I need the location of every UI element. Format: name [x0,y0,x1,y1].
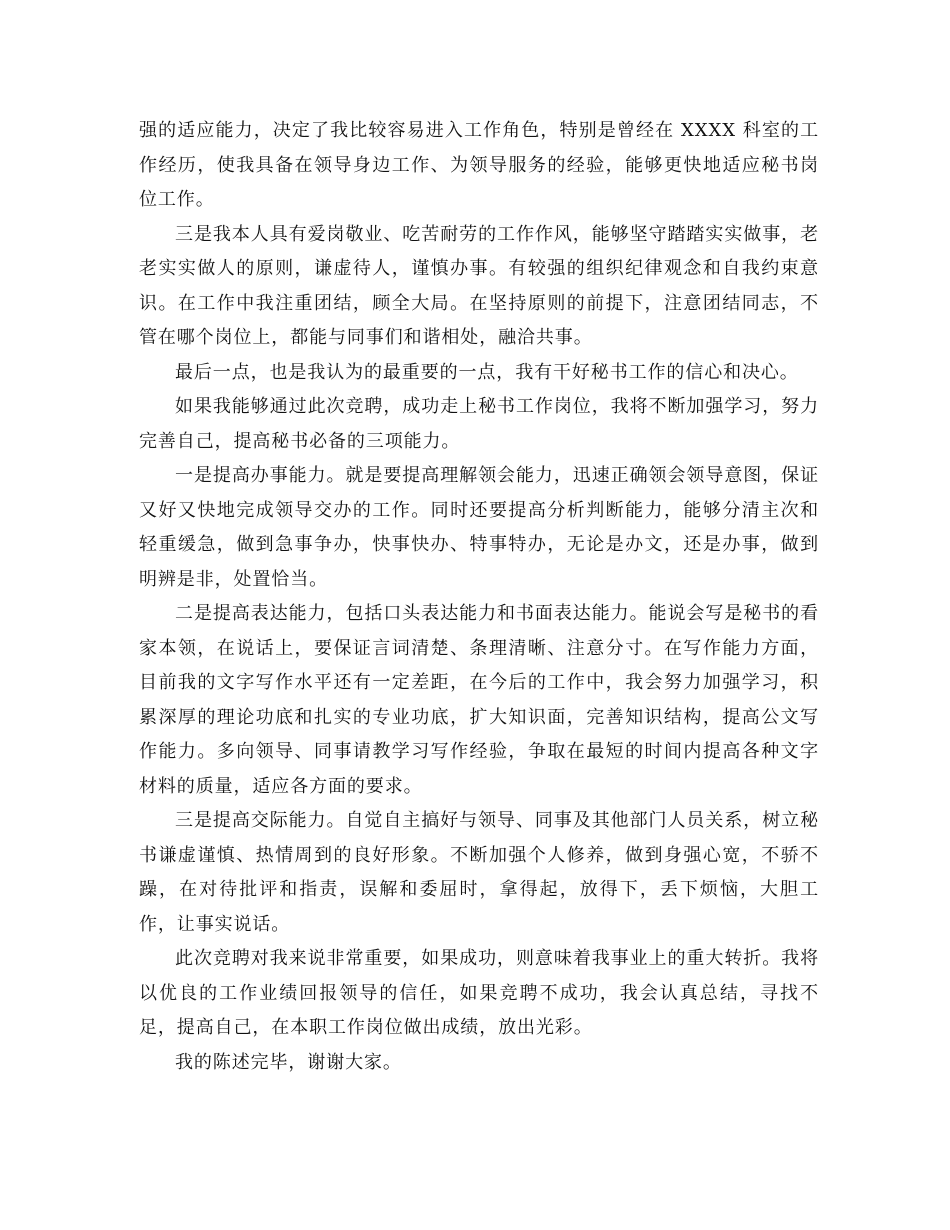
paragraph-5: 一是提高办事能力。就是要提高理解领会能力，迅速正确领会领导意图，保证又好又快地完成领导交办的工作。同时还要提高分析判断能力，能够分清主次和轻重缓急，做到急事争办，快事快办、特事特办，无论是办文，还是办事，做到明辨是非，处置恰当。 [139,465,819,590]
paragraph-9: 我的陈述完毕，谢谢大家。 [175,1051,402,1073]
paragraph-7: 三是提高交际能力。自觉自主搞好与领导、同事及其他部门人员关系，树立秘书谦虚谨慎、热情周到的良好形象。不断加强个人修养，做到身强心宽，不骄不躁，在对待批评和指责，误解和委屈时，拿得起，放得下，丢下烦恼，大胆工作，让事实说话。 [139,810,819,935]
paragraph-6: 二是提高表达能力，包括口头表达能力和书面表达能力。能说会写是秘书的看家本领，在说话上，要保证言词清楚、条理清晰、注意分寸。在写作能力方面，目前我的文字写作水平还有一定差距，在今后的工作中，我会努力加强学习，积累深厚的理论功底和扎实的专业功底，扩大知识面，完善知识结构，提高公文写作能力。多向领导、同事请教学习写作经验，争取在最短的时间内提高各种文字材料的质量，适应各方面的要求。 [139,603,819,797]
paragraph-8: 此次竞聘对我来说非常重要，如果成功，则意味着我事业上的重大转折。我将以优良的工作业绩回报领导的信任，如果竞聘不成功，我会认真总结，寻找不足，提高自己，在本职工作岗位做出成绩，放出光彩。 [139,948,819,1038]
paragraph-3: 最后一点，也是我认为的最重要的一点，我有干好秘书工作的信心和决心。 [175,361,799,383]
paragraph-4: 如果我能够通过此次竞聘，成功走上秘书工作岗位，我将不断加强学习，努力完善自己，提高秘书必备的三项能力。 [139,396,819,452]
paragraph-1: 强的适应能力，决定了我比较容易进入工作角色，特别是曾经在 XXXX 科室的工作经历，使我具备在领导身边工作、为领导服务的经验，能够更快地适应秘书岗位工作。 [139,120,819,210]
paragraph-2: 三是我本人具有爱岗敬业、吃苦耐劳的工作作风，能够坚守踏踏实实做事，老老实实做人的原则，谦虚待人，谨慎办事。有较强的组织纪律观念和自我约束意识。在工作中我注重团结，顾全大局。在坚持原则的前提下，注意团结同志，不管在哪个岗位上，都能与同事们和谐相处，融洽共事。 [139,223,819,348]
document-body [139,114,819,1080]
